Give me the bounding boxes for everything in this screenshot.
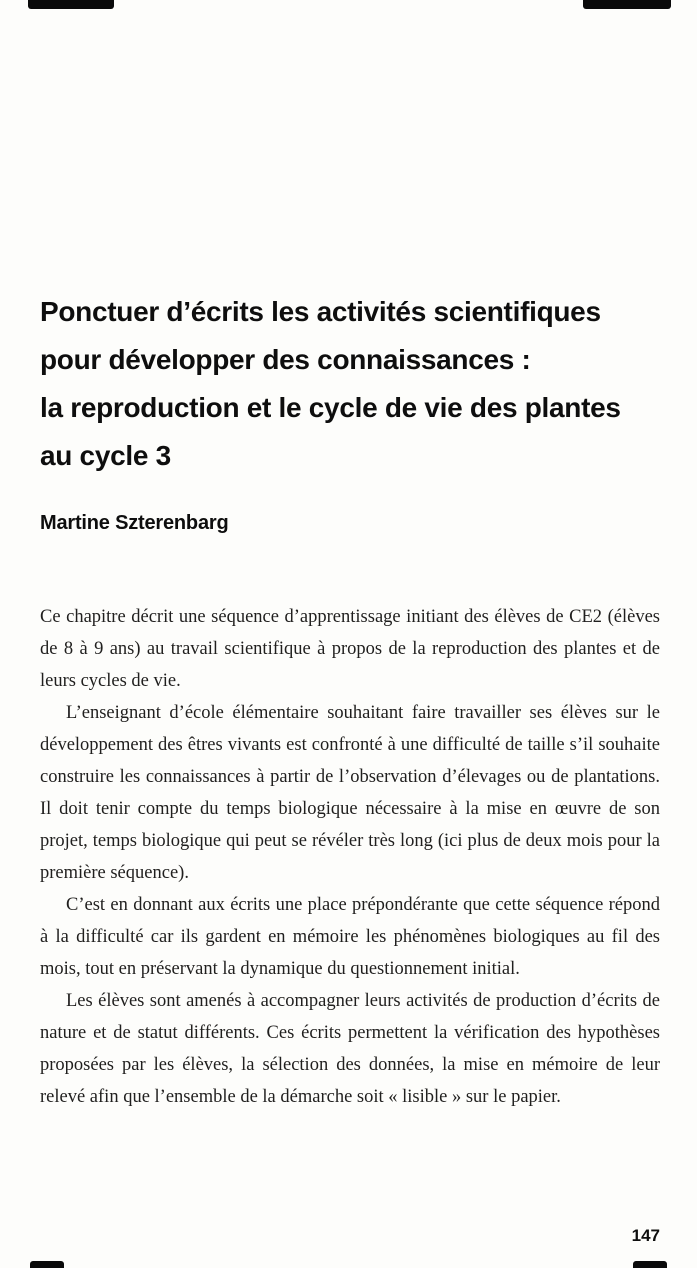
chapter-title xyxy=(40,288,660,480)
author-name: Martine Szterenbarg xyxy=(40,512,229,534)
chapter-title-line-4: au cycle 3 xyxy=(40,440,171,471)
paragraph-2: L’enseignant d’école élémentaire souhaitant faire travailler ses élèves sur le développement des êtres vivants est confronté à une difficulté de taille s’il souhaite construire les connaissances à partir de l’observation d’élevages ou de plantations. Il doit tenir compte du temps biologique nécessaire à la mise en œuvre de son projet, temps biologique qui peut se révéler très long (ici plus de deux mois pour la première séquence). xyxy=(40,703,660,883)
chapter-title-line-1: Ponctuer d’écrits les activités scientifiques xyxy=(40,296,601,327)
chapter-title-line-2: pour développer des connaissances : xyxy=(40,344,531,375)
paragraph-1: Ce chapitre décrit une séquence d’apprentissage initiant des élèves de CE2 (élèves de 8 à 9 ans) au travail scientifique à propos de la reproduction des plantes et de leurs cycles de vie. xyxy=(40,607,660,691)
paragraph-3: C’est en donnant aux écrits une place prépondérante que cette séquence répond à la difficulté car ils gardent en mémoire les phénomènes biologiques au fil des mois, tout en préservant la dynamique du questionnement initial. xyxy=(40,895,660,979)
paragraph-4: Les élèves sont amenés à accompagner leurs activités de production d’écrits de nature et de statut différents. Ces écrits permettent la vérification des hypothèses proposées par les élèves, la sélection des données, la mise en mémoire de leur relevé afin que l’ensemble de la démarche soit « lisible » sur le papier. xyxy=(40,991,660,1107)
scan-artifact-bottom-left xyxy=(30,1261,64,1268)
page-number: 147 xyxy=(631,1226,660,1245)
scan-artifact-bottom-right xyxy=(633,1261,667,1268)
page-content xyxy=(40,0,660,1113)
body-text xyxy=(40,601,660,1113)
chapter-title-line-3: la reproduction et le cycle de vie des plantes xyxy=(40,392,621,423)
